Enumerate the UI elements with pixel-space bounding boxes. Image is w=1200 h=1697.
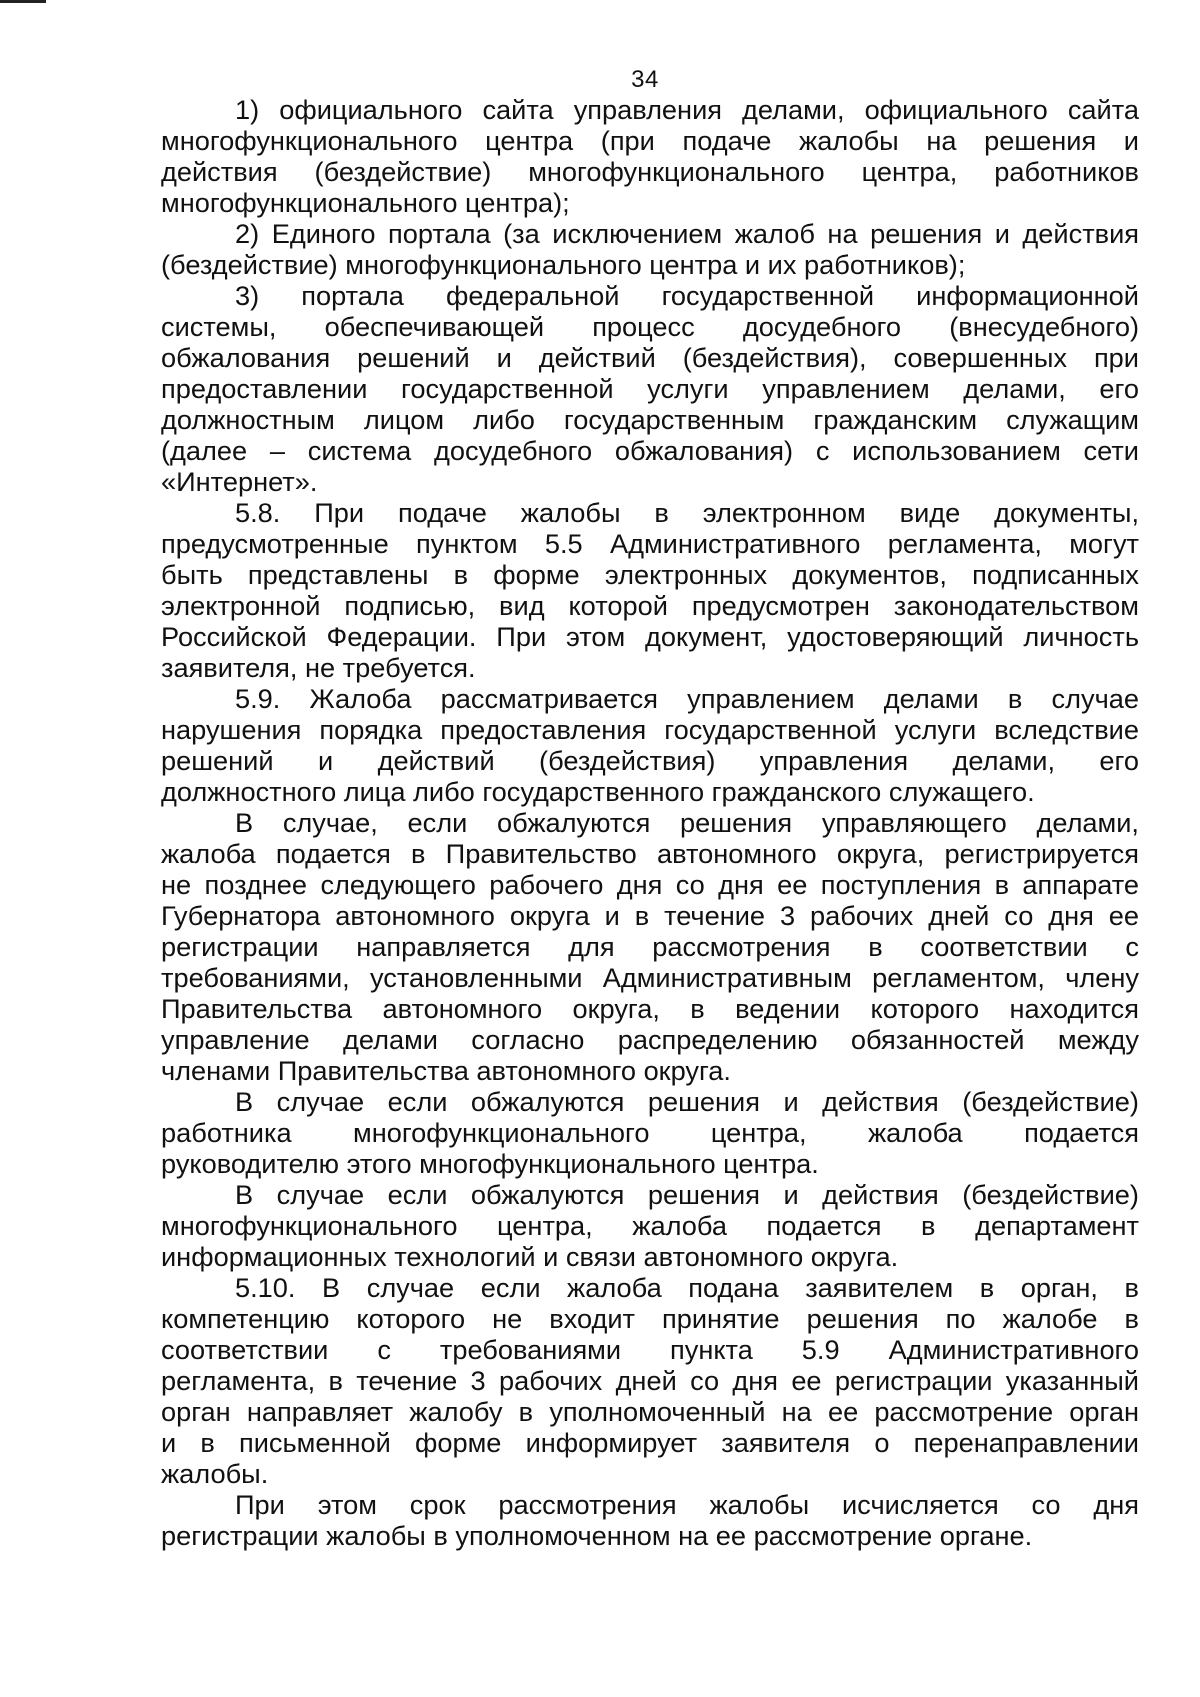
text-line: информационных технологий и связи автономного округа. xyxy=(161,1241,899,1272)
text-line: жалобы. xyxy=(161,1458,269,1489)
text-line: соответствии с требованиями пункта 5.9 Административного xyxy=(161,1334,1139,1365)
text-line: жалоба подается в Правительство автономного округа, регистрируется xyxy=(161,838,1139,869)
text-line: предоставлении государственной услуги управлением делами, его xyxy=(161,373,1139,404)
text-line: орган направляет жалобу в уполномоченный на ее рассмотрение орган xyxy=(161,1396,1139,1427)
text-line: компетенцию которого не входит принятие решения по жалобе в xyxy=(161,1303,1139,1334)
text-line: 2) Единого портала (за исключением жалоб на решения и действия xyxy=(235,218,1139,249)
text-line: 5.9. Жалоба рассматривается управлением делами в случае xyxy=(235,683,1139,714)
paragraph-review-term xyxy=(161,1489,1139,1551)
text-line: многофункционального центра, жалоба подается в департамент xyxy=(161,1210,1139,1241)
text-line: регистрации жалобы в уполномоченном на ее рассмотрение органе. xyxy=(161,1520,1033,1551)
document-body xyxy=(161,94,1139,1551)
paragraph-official-site xyxy=(161,94,1139,218)
text-line: действия (бездействие) многофункционального центра, работников xyxy=(161,156,1139,187)
paragraph-mfc-worker-appeal xyxy=(161,1086,1139,1179)
text-line: Правительства автономного округа, в ведении которого находится xyxy=(161,993,1139,1024)
text-line: не позднее следующего рабочего дня со дня ее поступления в аппарате xyxy=(161,869,1139,900)
text-line: В случае, если обжалуются решения управляющего делами, xyxy=(235,807,1139,838)
paragraph-unified-portal xyxy=(161,218,1139,280)
text-line: «Интернет». xyxy=(161,466,318,497)
text-line: системы, обеспечивающей процесс досудебного (внесудебного) xyxy=(161,311,1139,342)
text-line: и в письменной форме информирует заявителя о перенаправлении xyxy=(161,1427,1139,1458)
text-line: (далее – система досудебного обжалования) с использованием сети xyxy=(161,435,1139,466)
text-line: 3) портала федеральной государственной информационной xyxy=(235,280,1139,311)
paragraph-manager-appeal xyxy=(161,807,1139,1086)
text-line: требованиями, установленными Административным регламентом, члену xyxy=(161,962,1139,993)
paragraph-federal-portal xyxy=(161,280,1139,497)
text-line: 1) официального сайта управления делами, официального сайта xyxy=(235,94,1139,125)
paragraph-mfc-appeal xyxy=(161,1179,1139,1272)
text-line: работника многофункционального центра, жалоба подается xyxy=(161,1117,1139,1148)
paragraph-5-9 xyxy=(161,683,1139,807)
text-line: В случае если обжалуются решения и действия (бездействие) xyxy=(235,1086,1139,1117)
text-line: При этом срок рассмотрения жалобы исчисляется со дня xyxy=(235,1489,1139,1520)
text-line: предусмотренные пунктом 5.5 Административного регламента, могут xyxy=(161,528,1139,559)
text-line: обжалования решений и действий (бездействия), совершенных при xyxy=(161,342,1139,373)
text-line: заявителя, не требуется. xyxy=(161,652,476,683)
text-line: Российской Федерации. При этом документ, удостоверяющий личность xyxy=(161,621,1139,652)
text-line: В случае если обжалуются решения и действия (бездействие) xyxy=(235,1179,1139,1210)
text-line: членами Правительства автономного округа. xyxy=(161,1055,731,1086)
scan-corner-mark xyxy=(0,0,46,3)
text-line: Губернатора автономного округа и в течение 3 рабочих дней со дня ее xyxy=(161,900,1139,931)
text-line: должностным лицом либо государственным гражданским служащим xyxy=(161,404,1139,435)
text-line: руководителю этого многофункционального центра. xyxy=(161,1148,819,1179)
text-line: быть представлены в форме электронных документов, подписанных xyxy=(161,559,1139,590)
text-line: решений и действий (бездействия) управления делами, его xyxy=(161,745,1139,776)
paragraph-5-8 xyxy=(161,497,1139,683)
text-line: 5.10. В случае если жалоба подана заявителем в орган, в xyxy=(235,1272,1139,1303)
page-number: 34 xyxy=(631,66,659,93)
text-line: управление делами согласно распределению обязанностей между xyxy=(161,1024,1139,1055)
text-line: электронной подписью, вид которой предусмотрен законодательством xyxy=(161,590,1139,621)
text-line: (бездействие) многофункционального центра и их работников); xyxy=(161,249,966,280)
text-line: многофункционального центра (при подаче жалобы на решения и xyxy=(161,125,1139,156)
text-line: нарушения порядка предоставления государственной услуги вследствие xyxy=(161,714,1139,745)
text-line: многофункционального центра); xyxy=(161,187,570,218)
paragraph-5-10 xyxy=(161,1272,1139,1489)
text-line: регистрации направляется для рассмотрения в соответствии с xyxy=(161,931,1139,962)
text-line: регламента, в течение 3 рабочих дней со дня ее регистрации указанный xyxy=(161,1365,1139,1396)
text-line: должностного лица либо государственного гражданского служащего. xyxy=(161,776,1035,807)
text-line: 5.8. При подаче жалобы в электронном виде документы, xyxy=(235,497,1139,528)
